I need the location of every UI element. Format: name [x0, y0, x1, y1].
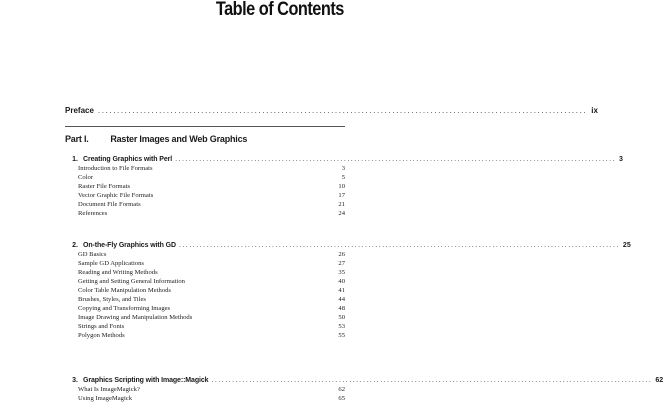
- section-page: 44: [338, 296, 345, 303]
- section-title: Document File Formats: [78, 201, 141, 208]
- section-page: 21: [338, 201, 345, 208]
- toc-entry-section[interactable]: [65, 394, 345, 403]
- section-page: 5: [341, 174, 345, 181]
- section-page: 53: [338, 323, 345, 330]
- section-page: 55: [338, 332, 345, 339]
- toc-entry-section[interactable]: [65, 277, 345, 286]
- section-title: Using ImageMagick: [78, 395, 133, 402]
- toc-entry-section[interactable]: [65, 250, 345, 259]
- section-page: 41: [338, 287, 345, 294]
- toc-entry-section[interactable]: [65, 191, 345, 200]
- section-title: Color Table Manipulation Methods: [78, 287, 172, 294]
- toc-entry-preface[interactable]: [65, 106, 598, 115]
- section-title: Strings and Fonts: [78, 323, 125, 330]
- section-page: 50: [338, 314, 345, 321]
- part-number: Part I.: [65, 134, 89, 144]
- chapter-page: 25: [622, 242, 631, 249]
- section-title: Reading and Writing Methods: [78, 269, 158, 276]
- section-list: [65, 250, 345, 340]
- section-list: [65, 164, 345, 218]
- chapter-number: 2.: [72, 242, 78, 249]
- dot-leader: ................................................................................................................................: [178, 242, 620, 249]
- toc-entry-section[interactable]: [65, 200, 345, 209]
- preface-label: Preface: [65, 106, 94, 115]
- section-title: Color: [78, 174, 94, 181]
- section-title: Copying and Transforming Images: [78, 305, 171, 312]
- section-title: Introduction to File Formats: [78, 165, 153, 172]
- toc-entry-section[interactable]: [65, 268, 345, 277]
- toc-entry-section[interactable]: [65, 385, 345, 394]
- section-title: Getting and Setting General Information: [78, 278, 185, 285]
- section-page: 17: [338, 192, 345, 199]
- toc-entry-section[interactable]: [65, 286, 345, 295]
- preface-page: ix: [591, 106, 598, 115]
- toc-entry-chapter[interactable]: [65, 241, 631, 250]
- section-page: 65: [338, 395, 345, 402]
- section-page: 62: [338, 386, 345, 393]
- section-page: 10: [338, 183, 345, 190]
- dot-leader: ................................................................................................................................: [211, 377, 653, 384]
- dot-leader: ................................................................................................................................: [175, 156, 617, 163]
- chapter: [65, 241, 631, 340]
- part-title: Raster Images and Web Graphics: [110, 134, 248, 144]
- part-divider: [65, 126, 345, 127]
- section-title: Brushes, Styles, and Tiles: [78, 296, 146, 303]
- chapter: [65, 155, 623, 218]
- toc-entry-section[interactable]: [65, 331, 345, 340]
- toc-entry-section[interactable]: [65, 259, 345, 268]
- chapter-number: 3.: [72, 377, 78, 384]
- section-title: GD Basics: [78, 251, 107, 258]
- section-page: 35: [338, 269, 345, 276]
- section-title: What Is ImageMagick?: [78, 386, 140, 393]
- toc-entry-chapter[interactable]: [65, 376, 663, 385]
- section-title: Image Drawing and Manipulation Methods: [78, 314, 193, 321]
- toc-entry-section[interactable]: [65, 322, 345, 331]
- section-title: Raster File Formats: [78, 183, 131, 190]
- chapter-page: 62: [655, 377, 663, 384]
- section-page: 48: [338, 305, 345, 312]
- section-title: References: [78, 210, 108, 217]
- toc-entry-chapter[interactable]: [65, 155, 623, 164]
- part-heading: [65, 134, 247, 144]
- section-page: 40: [338, 278, 345, 285]
- toc-entry-section[interactable]: [65, 209, 345, 218]
- section-title: Vector Graphic File Formats: [78, 192, 154, 199]
- toc-entry-section[interactable]: [65, 313, 345, 322]
- toc-entry-section[interactable]: [65, 173, 345, 182]
- toc-entry-section[interactable]: [65, 164, 345, 173]
- chapter-number: 1.: [72, 156, 78, 163]
- toc-entry-section[interactable]: [65, 182, 345, 191]
- section-list: [65, 385, 345, 403]
- chapter-title: On-the-Fly Graphics with GD: [83, 242, 176, 249]
- section-page: 26: [338, 251, 345, 258]
- toc-entry-section[interactable]: [65, 304, 345, 313]
- chapter-title: Creating Graphics with Perl: [83, 156, 173, 163]
- chapter-page: 3: [619, 156, 623, 163]
- section-title: Polygon Methods: [78, 332, 125, 339]
- toc-entry-section[interactable]: [65, 295, 345, 304]
- page-title: Table of Contents: [215, 0, 344, 20]
- dot-leader: ................................................................................................................................: [97, 106, 588, 115]
- section-page: 24: [338, 210, 345, 217]
- chapter: [65, 376, 663, 403]
- section-page: 27: [338, 260, 345, 267]
- section-title: Sample GD Applications: [78, 260, 144, 267]
- section-page: 3: [341, 165, 345, 172]
- chapter-title: Graphics Scripting with Image::Magick: [83, 377, 209, 384]
